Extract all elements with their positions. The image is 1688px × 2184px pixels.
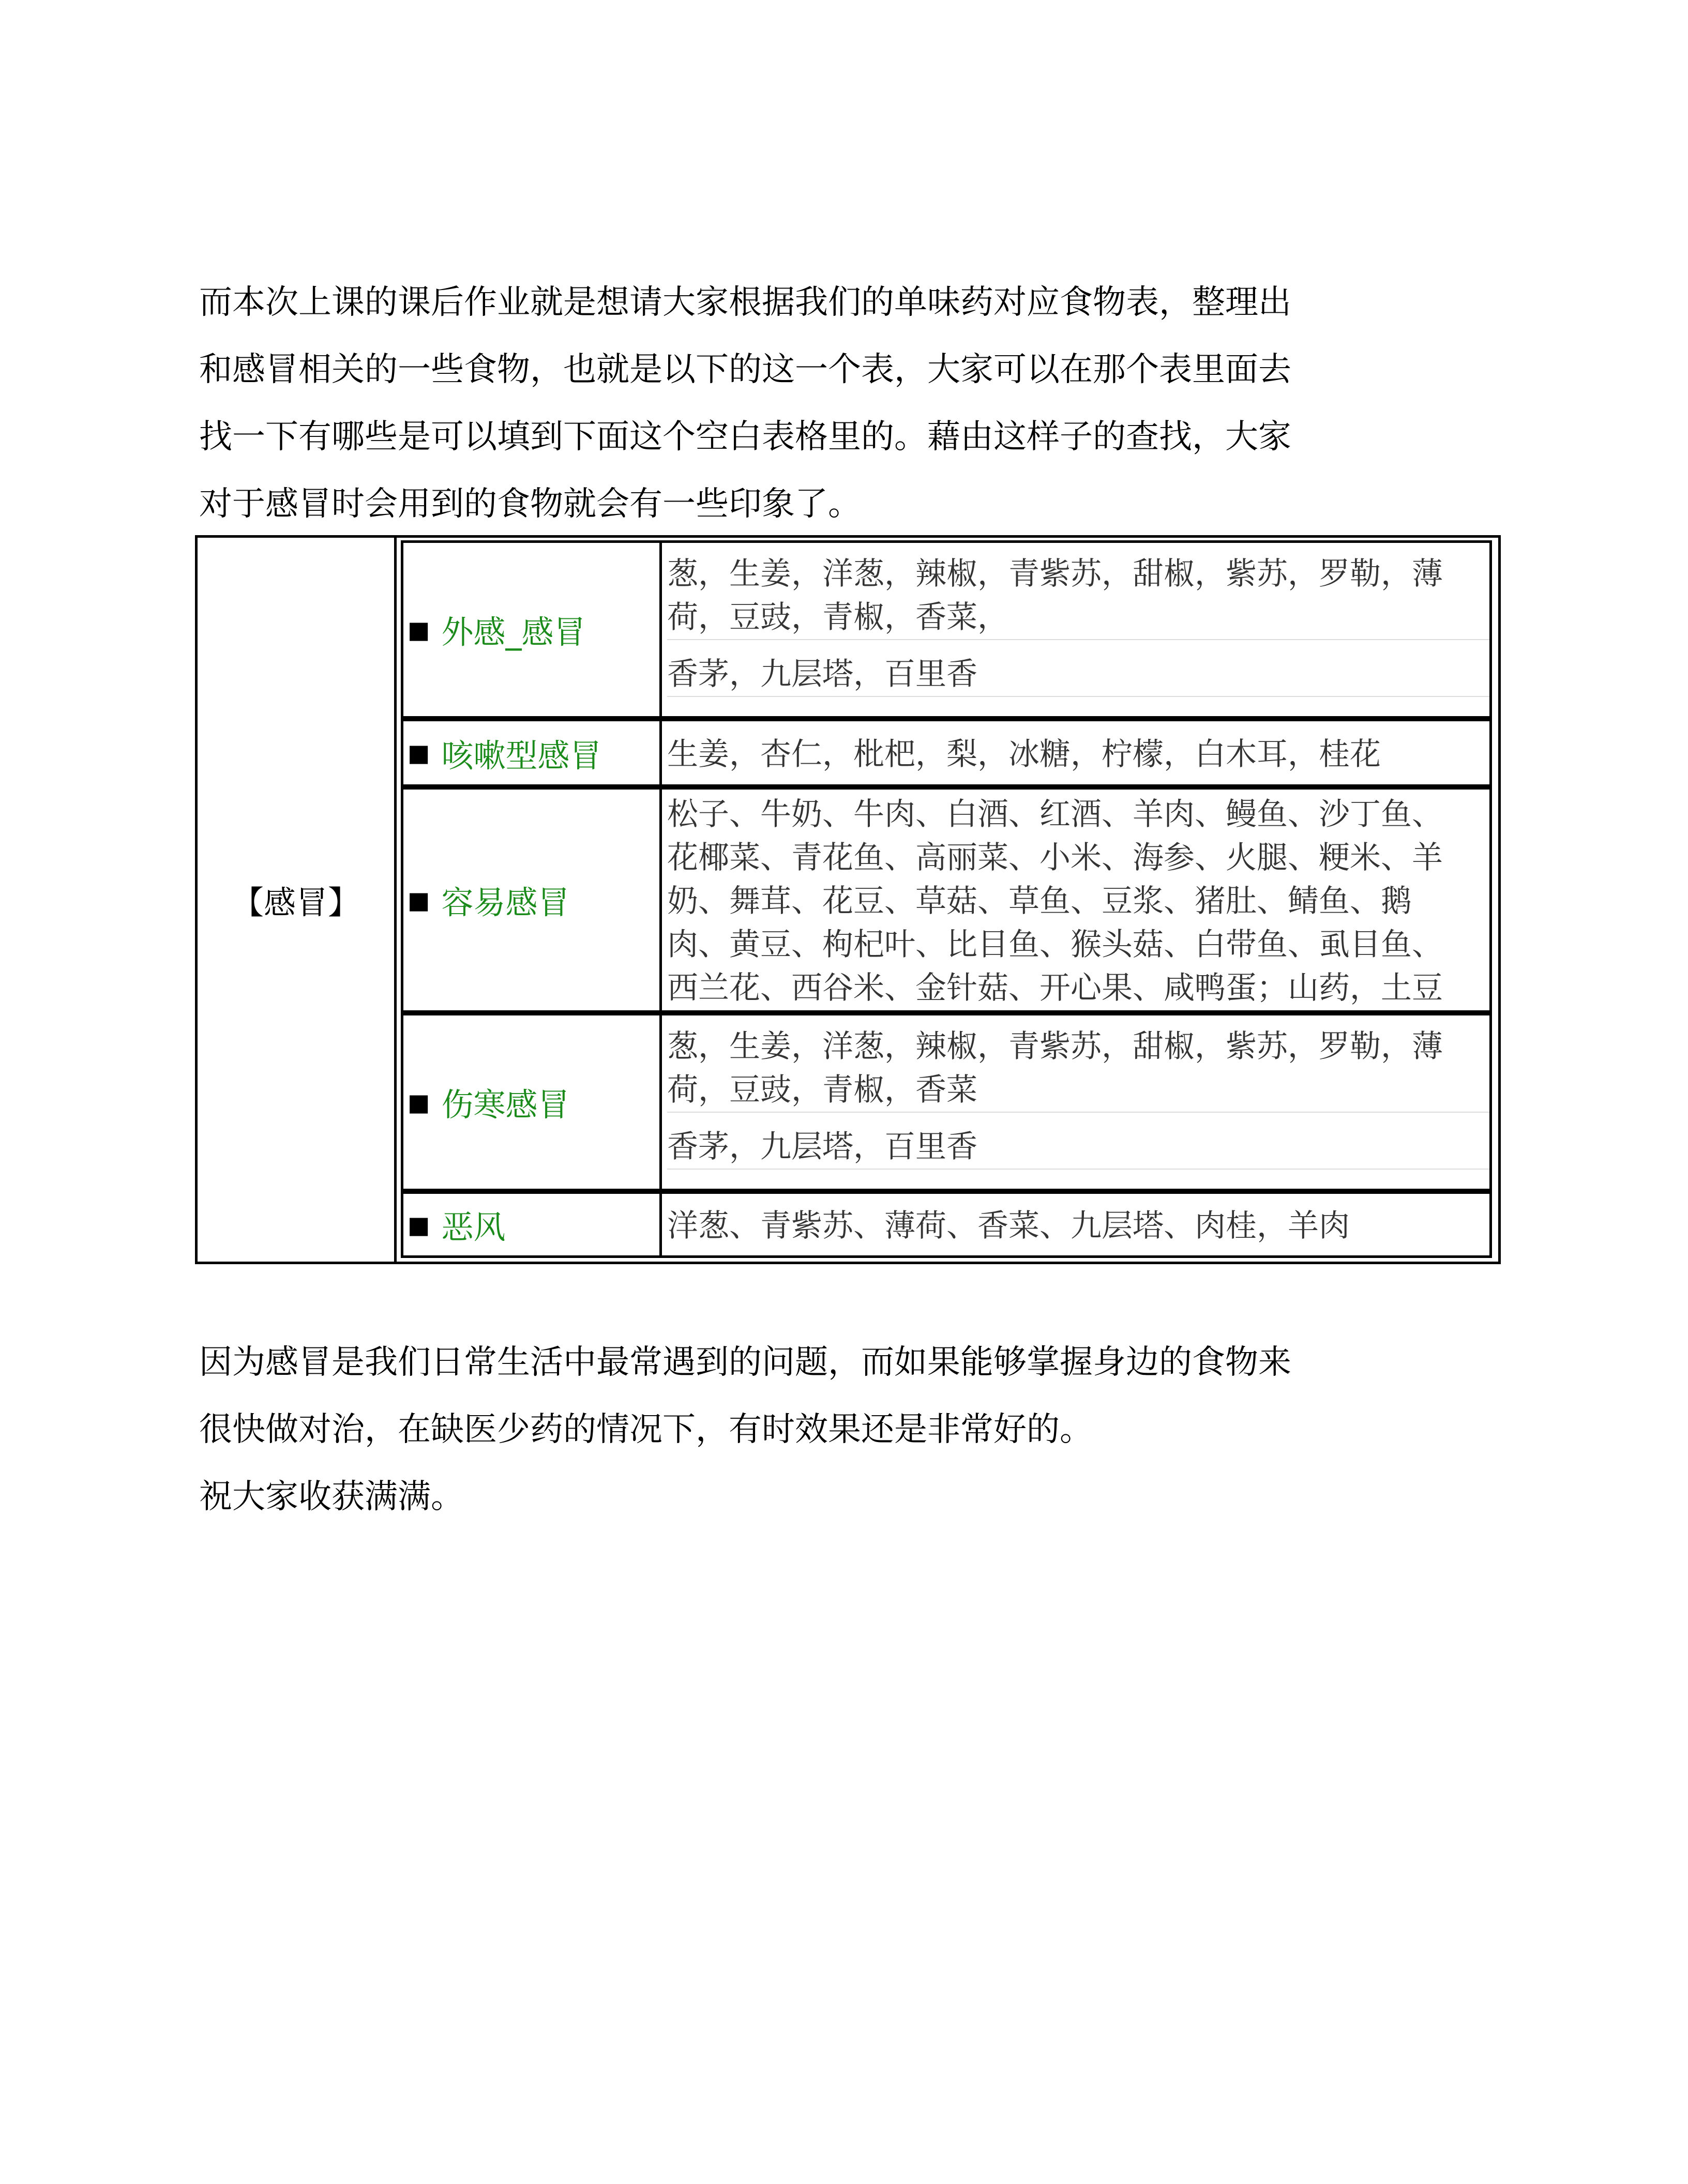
table-row-external-cold bbox=[401, 540, 1492, 719]
row-label-cell bbox=[403, 1194, 662, 1255]
row-label: 伤寒感冒 bbox=[441, 1086, 570, 1124]
foods-line: 松子、牛奶、牛肉、白酒、红酒、羊肉、鳗鱼、沙丁鱼、 bbox=[667, 796, 1443, 832]
row-foods-cell bbox=[662, 1194, 1489, 1255]
row-label-cell bbox=[403, 721, 662, 784]
foods-line: 香茅，九层塔，百里香 bbox=[667, 653, 1489, 697]
foods-line: 葱，生姜，洋葱，辣椒，青紫苏，甜椒，紫苏，罗勒，薄 bbox=[667, 556, 1443, 592]
foods-line: 奶、舞茸、花豆、草菇、草鱼、豆浆、猪肚、鲭鱼、鹅 bbox=[667, 883, 1412, 919]
square-bullet-icon: ■ bbox=[408, 739, 430, 767]
intro-line: 而本次上课的课后作业就是想请大家根据我们的单味药对应食物表，整理出 bbox=[199, 283, 1291, 322]
intro-paragraph bbox=[199, 269, 1508, 538]
subtype-table bbox=[401, 540, 1492, 1258]
row-label: 咳嗽型感冒 bbox=[441, 736, 602, 775]
square-bullet-icon: ■ bbox=[408, 886, 430, 914]
outro-paragraph bbox=[199, 1329, 1508, 1463]
foods-line: 荷，豆豉，青椒，香菜 bbox=[667, 1068, 1489, 1113]
row-label-cell bbox=[403, 543, 662, 716]
square-bullet-icon: ■ bbox=[408, 1210, 430, 1239]
foods-line: 生姜，杏仁，枇杷，梨，冰糖，柠檬，白木耳，桂花 bbox=[667, 736, 1381, 772]
row-label: 外感_感冒 bbox=[441, 613, 586, 651]
foods-line: 肉、黄豆、枸杞叶、比目鱼、猴头菇、白带鱼、虱目鱼、 bbox=[667, 927, 1443, 963]
row-foods-cell bbox=[662, 543, 1489, 716]
row-foods-cell bbox=[662, 721, 1489, 784]
outro-line: 很快做对治，在缺医少药的情况下，有时效果还是非常好的。 bbox=[199, 1410, 1093, 1449]
row-label: 容易感冒 bbox=[441, 884, 570, 921]
row-label-cell bbox=[403, 1015, 662, 1189]
closing-line: 祝大家收获满满。 bbox=[199, 1478, 464, 1516]
intro-line: 找一下有哪些是可以填到下面这个空白表格里的。藉由这样子的查找，大家 bbox=[199, 418, 1291, 456]
foods-line: 洋葱、青紫苏、薄荷、香菜、九层塔、肉桂，羊肉 bbox=[667, 1208, 1350, 1244]
row-label-cell bbox=[403, 790, 662, 1010]
table-row-cold-damage bbox=[401, 1013, 1492, 1191]
category-cell: 【感冒】 bbox=[198, 538, 397, 1262]
row-foods-cell bbox=[662, 1015, 1489, 1189]
cold-food-table bbox=[195, 535, 1501, 1264]
foods-line: 西兰花、西谷米、金针菇、开心果、咸鸭蛋；山药，土豆 bbox=[667, 970, 1443, 1006]
table-row-cough-cold bbox=[401, 719, 1492, 787]
table-row-wind-aversion bbox=[401, 1191, 1492, 1258]
square-bullet-icon: ■ bbox=[408, 615, 430, 644]
foods-line: 花椰菜、青花鱼、高丽菜、小米、海参、火腿、粳米、羊 bbox=[667, 840, 1443, 876]
table-row-prone-cold bbox=[401, 787, 1492, 1013]
foods-line: 葱，生姜，洋葱，辣椒，青紫苏，甜椒，紫苏，罗勒，薄 bbox=[667, 1028, 1443, 1065]
foods-line: 荷，豆豉，青椒，香菜， bbox=[667, 596, 1489, 640]
row-label: 恶风 bbox=[441, 1208, 506, 1246]
intro-line: 和感冒相关的一些食物，也就是以下的这一个表，大家可以在那个表里面去 bbox=[199, 351, 1291, 389]
intro-line: 对于感冒时会用到的食物就会有一些印象了。 bbox=[199, 485, 861, 523]
foods-line: 香茅，九层塔，百里香 bbox=[667, 1125, 1489, 1170]
square-bullet-icon: ■ bbox=[408, 1088, 430, 1116]
outro-line: 因为感冒是我们日常生活中最常遇到的问题，而如果能够掌握身边的食物来 bbox=[199, 1343, 1291, 1382]
row-foods-cell bbox=[662, 790, 1489, 1010]
